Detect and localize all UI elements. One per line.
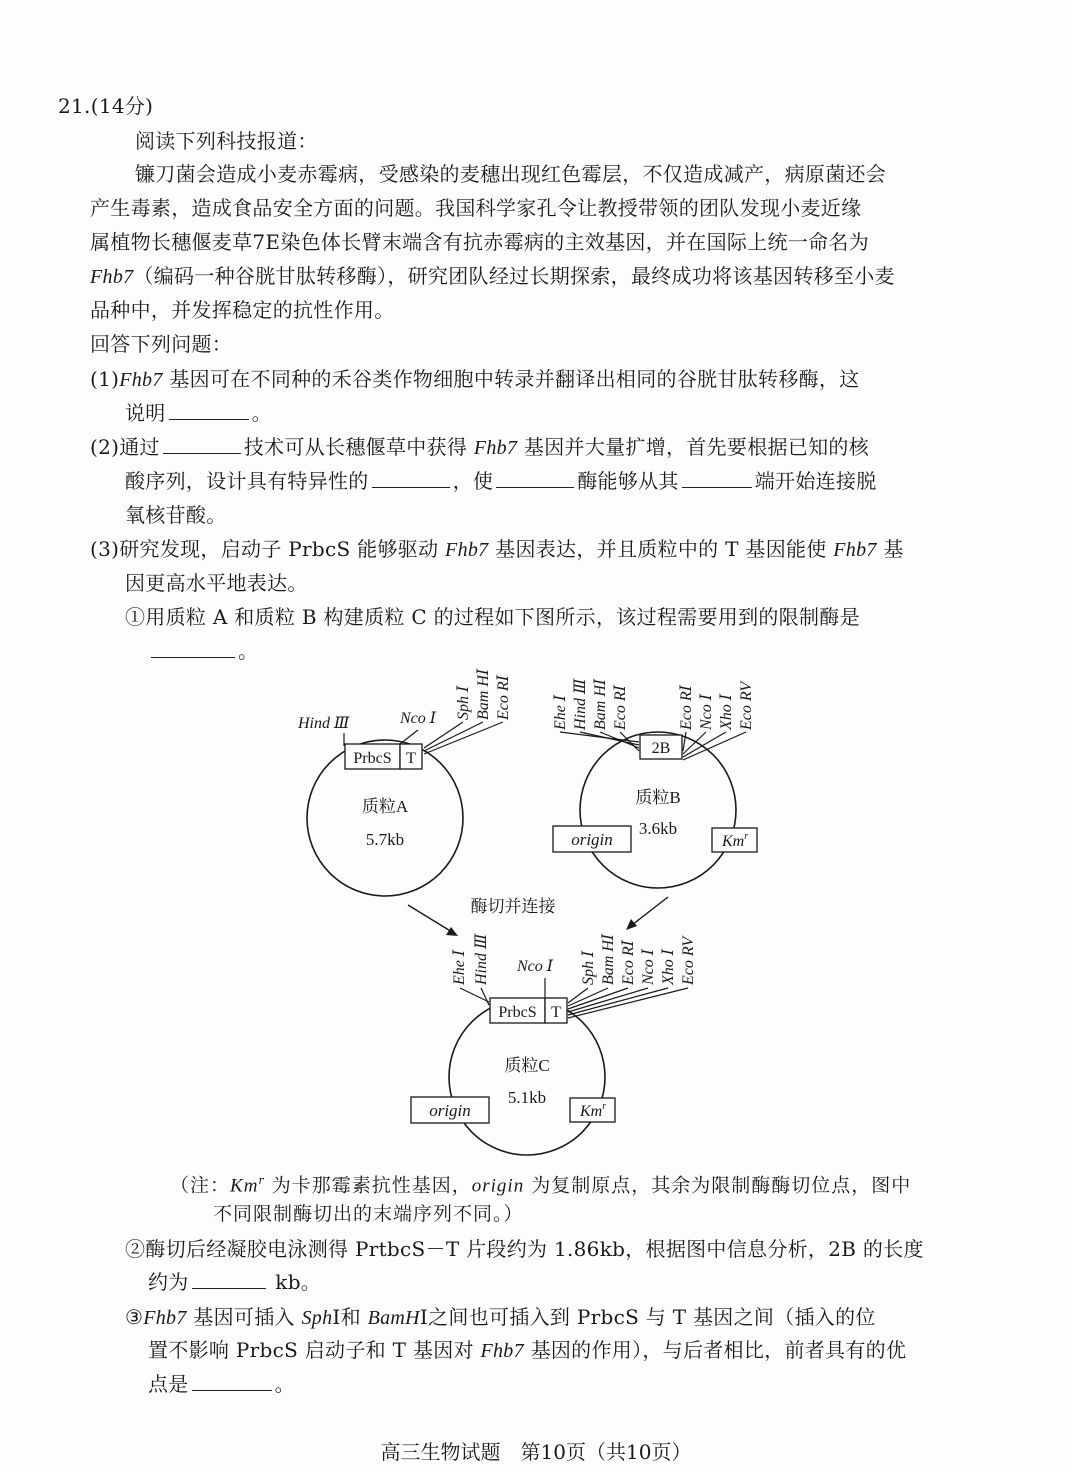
plasmid-c: [411, 933, 697, 1155]
gene-name: Fhb7: [833, 539, 877, 561]
site-label: Eco RⅠ: [495, 675, 512, 720]
sub3-text: 置不影响 PrbcS 启动子和 T 基因对: [148, 1338, 474, 1362]
plasmid-name: 质粒B: [635, 788, 681, 807]
note-text: 为卡那霉素抗性基因，: [271, 1174, 472, 1197]
site-label: Bam HⅠ: [475, 668, 492, 720]
gene-name: Fhb7: [119, 369, 163, 391]
q3-sub1: ①用质粒 A 和质粒 B 构建质粒 C 的过程如下图所示，该过程需要用到的限制酶是: [125, 605, 860, 629]
intro-label: 阅读下列科技报道：: [135, 129, 318, 153]
q2-number: (2): [90, 435, 120, 459]
plasmid-name: 质粒C: [504, 1056, 550, 1075]
answer-blank[interactable]: [192, 1268, 266, 1289]
passage-text: （编码一种谷胱甘肽转移酶），研究团队经过长期探索，最终成功将该基因转移至小麦: [133, 264, 895, 288]
sub3-text: 基因可插入: [193, 1305, 295, 1329]
q3-sub3-line3: [148, 1370, 295, 1398]
site-label: Xho Ⅰ: [718, 693, 735, 730]
q2-text: 酶能够从其: [577, 469, 679, 493]
q3-text: 基: [883, 537, 904, 561]
plasmid-name: 质粒A: [361, 797, 409, 816]
q3-sub2-line2: [148, 1268, 321, 1296]
promoter-label: PrbcS: [353, 750, 392, 767]
site-label: Xho Ⅰ: [660, 948, 677, 985]
process-arrows: [408, 897, 668, 936]
question-number: 21.: [58, 94, 91, 118]
sub3-text: 基因的作用），与后者相比，前者具有的优: [530, 1338, 907, 1362]
site-label: Nco Ⅰ: [640, 948, 657, 985]
sub3-text: ③: [125, 1305, 144, 1329]
origin-term: origin: [471, 1175, 525, 1197]
sub3-text: Ⅰ和: [332, 1305, 361, 1329]
sub2-text: 约为: [148, 1270, 189, 1294]
site-label: Eco RⅠ: [620, 940, 637, 985]
diagram-note-line2: 不同限制酶切出的末端序列不同。）: [213, 1203, 524, 1225]
sub3-text: Ⅰ之间也可插入到 PrbcS 与 T 基因之间（插入的位: [419, 1305, 876, 1329]
note-text: 为复制原点，其余为限制酶酶切位点，图中: [531, 1174, 912, 1197]
site-label: Bam HⅠ: [592, 678, 609, 730]
site-label: Nco Ⅰ: [698, 693, 715, 730]
site-label: Hind Ⅲ: [572, 678, 589, 730]
sub3-text: 点是: [148, 1372, 189, 1396]
plasmid-size: 5.7kb: [365, 830, 405, 849]
plasmid-size: 3.6kb: [638, 819, 678, 838]
site-label: Nco Ⅰ: [400, 710, 437, 727]
answer-blank[interactable]: [192, 1370, 272, 1391]
q2-line3: 氧核苷酸。: [125, 503, 227, 527]
promoter-label: PrbcS: [498, 1004, 537, 1021]
site-label: Nco Ⅰ: [517, 958, 554, 975]
site-label: Eco RⅠ: [612, 685, 629, 730]
plasmid-size: 5.1kb: [507, 1088, 547, 1107]
gene-name: Fhb7: [90, 266, 134, 288]
passage-line: 品种中，并发挥稳定的抗性作用。: [90, 298, 395, 322]
q2-text: 酸序列，设计具有特异性的: [125, 469, 369, 493]
site-label: Bam HⅠ: [600, 933, 617, 985]
plasmid-b: [552, 678, 757, 888]
sub1-end: 。: [238, 639, 259, 663]
passage-line: 产生毒素，造成食品安全方面的问题。我国科学家孔令让教授带领的团队发现小麦近缘: [90, 196, 862, 220]
km-label: Km$^r$: [580, 1101, 607, 1120]
km-sup: r: [258, 1174, 265, 1187]
km-label: Km$^r$: [722, 831, 749, 850]
t-gene-label: T: [551, 1004, 561, 1021]
question-score: (14分): [90, 94, 154, 118]
page-footer: 高三生物试题 第10页（共10页）: [380, 1440, 692, 1464]
gene-name: Fhb7: [445, 539, 489, 561]
q3-number: (3): [90, 537, 120, 561]
q3-sub2-line1: ②酶切后经凝胶电泳测得 PrtbcS－T 片段约为 1.86kb，根据图中信息分析，2B 的长度: [125, 1237, 924, 1261]
q3-text: 研究发现，启动子 PrbcS 能够驱动: [119, 537, 439, 561]
q2-text: 通过: [119, 435, 160, 459]
q1-prefix: 说明: [125, 401, 166, 425]
origin-label: origin: [429, 1101, 471, 1120]
km-term: Km: [230, 1175, 259, 1197]
insert-label: 2B: [651, 740, 671, 757]
bamh-term: BamH: [367, 1307, 420, 1329]
gene-name: Fhb7: [143, 1307, 187, 1329]
q3-line2: 因更高水平地表达。: [125, 571, 308, 595]
passage-line: 镰刀菌会造成小麦赤霉病，受感染的麦穗出现红色霉层，不仅造成减产，病原菌还会: [135, 162, 887, 186]
site-label: Sph Ⅰ: [580, 950, 597, 985]
q2-text: 技术可从长穗偃草中获得: [243, 435, 468, 459]
site-label: Sph Ⅰ: [455, 685, 472, 720]
q3-sub3-line1: [125, 1303, 876, 1332]
q1-text: 基因可在不同种的禾谷类作物细胞中转录并翻译出相同的谷胱甘肽转移酶，这: [169, 367, 860, 391]
site-label: Eco RⅠ: [678, 685, 695, 730]
q2-text: 端开始连接脱: [754, 469, 877, 493]
sub2-text: kb。: [275, 1270, 322, 1294]
note-text: （注：: [170, 1174, 231, 1197]
q3-text: 基因表达，并且质粒中的 T 基因能使: [495, 537, 827, 561]
site-label: Hind Ⅲ: [298, 715, 350, 732]
plasmid-a: [297, 668, 512, 896]
origin-label: origin: [571, 830, 613, 849]
process-label: 酶切并连接: [470, 897, 556, 916]
site-label: Hind Ⅲ: [473, 933, 490, 985]
site-label: Eco RV: [738, 681, 755, 730]
gene-name: Fhb7: [480, 1340, 524, 1362]
gene-name: Fhb7: [473, 437, 518, 459]
q1-suffix: 。: [251, 401, 272, 425]
passage-line: 属植物长穗偃麦草7E染色体长臂末端含有抗赤霉病的主效基因，并在国际上统一命名为: [90, 230, 870, 254]
t-gene-label: T: [406, 750, 416, 767]
q2-text: 基因并大量扩增，首先要根据已知的核: [523, 435, 870, 459]
site-label: Eco RV: [680, 936, 697, 985]
q2-text: ，使: [452, 469, 494, 493]
q3-sub3-line2: [148, 1336, 906, 1365]
answer-label: 回答下列问题：: [90, 332, 233, 356]
diagram-note-line1: [170, 1167, 911, 1200]
sph-term: Sph: [301, 1307, 333, 1329]
site-label: Ehe Ⅰ: [451, 949, 468, 985]
q1-number: (1): [90, 367, 120, 391]
sub3-text: 。: [274, 1372, 295, 1396]
site-label: Ehe Ⅰ: [552, 694, 569, 730]
